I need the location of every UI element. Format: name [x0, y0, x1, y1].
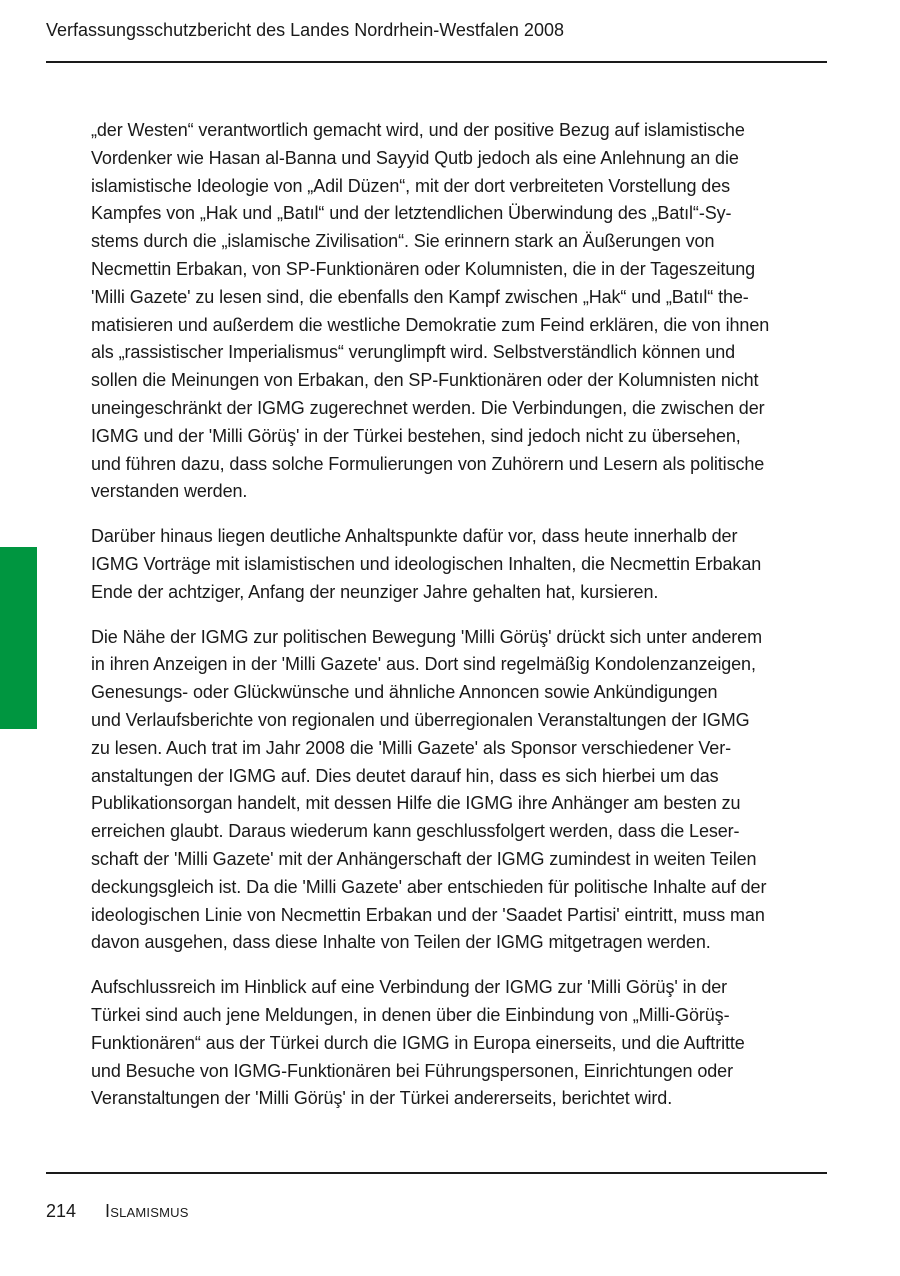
text-line: Die Nähe der IGMG zur politischen Bewegung 'Milli Görüş' drückt sich unter anderem: [91, 626, 762, 647]
text-line: verstanden werden.: [91, 481, 248, 502]
text-line: und Verlaufsberichte von regionalen und überregionalen Veranstaltungen der IGMG: [91, 709, 750, 730]
text-line: uneingeschränkt der IGMG zugerechnet werden. Die Verbindungen, die zwischen der: [91, 397, 765, 418]
text-line: anstaltungen der IGMG auf. Dies deutet darauf hin, dass es sich hierbei um das: [91, 765, 719, 786]
text-line: Necmettin Erbakan, von SP-Funktionären oder Kolumnisten, die in der Tageszeitung: [91, 258, 756, 279]
text-line: matisieren und außerdem die westliche Demokratie zum Feind erklären, die von ihnen: [91, 314, 770, 335]
body-text: [91, 117, 831, 1130]
header-divider: [46, 61, 827, 63]
text-line: in ihren Anzeigen in der 'Milli Gazete' aus. Dort sind regelmäßig Kondolenzanzeigen,: [91, 654, 756, 675]
chapter-tab-marker: [0, 547, 37, 729]
text-line: sollen die Meinungen von Erbakan, den SP-Funktionären oder der Kolumnisten nicht: [91, 370, 759, 391]
paragraph-4: [91, 974, 831, 1113]
text-line: Darüber hinaus liegen deutliche Anhaltspunkte dafür vor, dass heute innerhalb der: [91, 526, 738, 547]
paragraph-3: [91, 624, 831, 958]
text-line: und Besuche von IGMG-Funktionären bei Führungspersonen, Einrichtungen oder: [91, 1060, 733, 1081]
page-number: 214: [46, 1201, 77, 1221]
text-line: und führen dazu, dass solche Formulierungen von Zuhörern und Lesern als politische: [91, 453, 765, 474]
text-line: Ende der achtziger, Anfang der neunziger Jahre gehalten hat, kursieren.: [91, 581, 659, 602]
paragraph-2: [91, 523, 831, 606]
text-line: IGMG und der 'Milli Görüş' in der Türkei bestehen, sind jedoch nicht zu übersehen,: [91, 425, 741, 446]
running-header-title: Verfassungsschutzbericht des Landes Nordrhein-Westfalen 2008: [46, 20, 564, 40]
footer-divider: [46, 1172, 827, 1174]
text-line: „der Westen“ verantwortlich gemacht wird, und der positive Bezug auf islamistische: [91, 120, 745, 140]
text-line: stems durch die „islamische Zivilisation“. Sie erinnern stark an Äußerungen von: [91, 231, 715, 252]
text-line: Türkei sind auch jene Meldungen, in denen über die Einbindung von „Milli-Görüş-: [91, 1004, 730, 1025]
text-line: Aufschlussreich im Hinblick auf eine Verbindung der IGMG zur 'Milli Görüş' in der: [91, 977, 728, 998]
text-line: ideologischen Linie von Necmettin Erbakan und der 'Saadet Partisi' eintritt, muss man: [91, 904, 765, 925]
text-line: schaft der 'Milli Gazete' mit der Anhängerschaft der IGMG zumindest in weiten Teilen: [91, 848, 757, 869]
text-line: davon ausgehen, dass diese Inhalte von Teilen der IGMG mitgetragen werden.: [91, 932, 711, 953]
paragraph-1: [91, 117, 831, 506]
text-line: Kampfes von „Hak und „Batıl“ und der letztendlichen Überwindung des „Batıl“-Sy-: [91, 203, 732, 224]
text-line: Genesungs- oder Glückwünsche und ähnliche Annoncen sowie Ankündigungen: [91, 682, 718, 703]
text-line: islamistische Ideologie von „Adil Düzen“, mit der dort verbreiteten Vorstellung des: [91, 175, 731, 196]
text-line: Publikationsorgan handelt, mit dessen Hilfe die IGMG ihre Anhänger am besten zu: [91, 793, 741, 814]
text-line: erreichen glaubt. Daraus wiederum kann geschlussfolgert werden, dass die Leser-: [91, 821, 740, 842]
text-line: 'Milli Gazete' zu lesen sind, die ebenfalls den Kampf zwischen „Hak“ und „Batıl“ the-: [91, 286, 749, 307]
text-line: als „rassistischer Imperialismus“ verunglimpft wird. Selbstverständlich können und: [91, 342, 736, 363]
text-line: zu lesen. Auch trat im Jahr 2008 die 'Milli Gazete' als Sponsor verschiedener Ver-: [91, 737, 731, 758]
text-line: Veranstaltungen der 'Milli Görüş' in der Türkei andererseits, berichtet wird.: [91, 1088, 673, 1109]
text-line: Vordenker wie Hasan al-Banna und Sayyid Qutb jedoch als eine Anlehnung an die: [91, 147, 739, 168]
text-line: Funktionären“ aus der Türkei durch die IGMG in Europa einerseits, und die Auftritte: [91, 1032, 745, 1053]
section-label: Islamismus: [105, 1201, 189, 1221]
text-line: deckungsgleich ist. Da die 'Milli Gazete' aber entschieden für politische Inhalte auf der: [91, 876, 767, 897]
text-line: IGMG Vorträge mit islamistischen und ideologischen Inhalten, die Necmettin Erbakan: [91, 553, 762, 574]
